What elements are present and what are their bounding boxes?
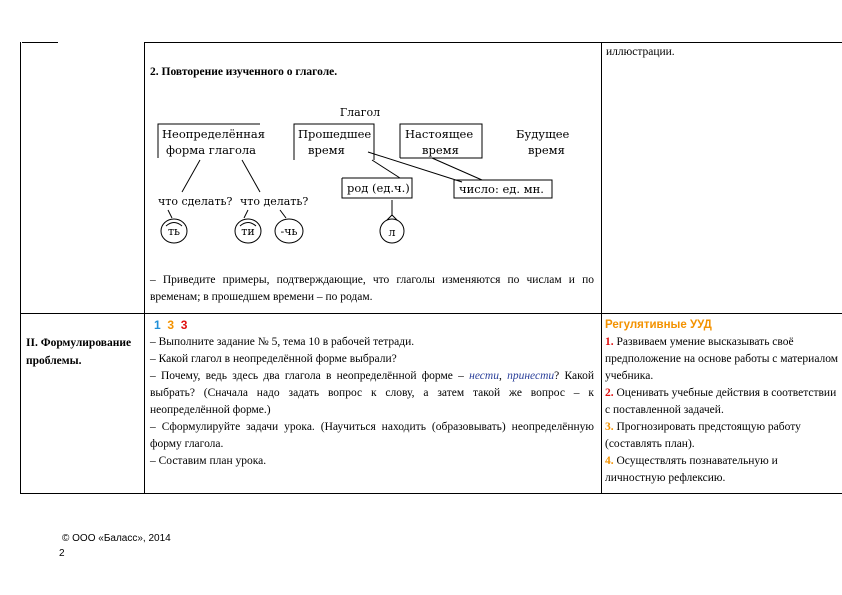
- uud-text-1: Развиваем умение высказывать своё предположение на основе работы с материалом учебника.: [605, 336, 839, 382]
- infinitive-line2: форма глагола: [166, 143, 257, 157]
- present-line2: время: [422, 143, 459, 157]
- stage-label: II. Формулирование проблемы.: [26, 337, 132, 367]
- table-top-border: [145, 42, 842, 43]
- past-line2: время: [308, 143, 345, 157]
- uud-num-4: 4.: [605, 455, 614, 467]
- number-1: 1: [154, 318, 161, 332]
- line-why-end: ? Какой выбрать? (Сначала надо задать вопрос к слову, а затем такой же вопрос – к неопределённой форме.): [150, 370, 595, 416]
- section-title: 2. Повторение изученного о глаголе.: [150, 66, 338, 78]
- past-line1: Прошедшее: [298, 127, 372, 141]
- suffix-ty: ть: [167, 225, 181, 238]
- table-top-border-left: [22, 42, 58, 43]
- uud-title: Регулятивные УУД: [605, 319, 712, 331]
- uud-text-2: Оценивать учебные действия в соответствии с поставленной задачей.: [605, 387, 837, 416]
- present-line1: Настоящее: [405, 127, 474, 141]
- uud-text-4: Осуществлять познавательную и личностную рефлексию.: [605, 455, 778, 484]
- future-line1: Будущее: [516, 127, 570, 141]
- row2-lines: [150, 334, 594, 470]
- question-1: что сделать?: [158, 195, 233, 208]
- verb-diagram: [150, 100, 590, 250]
- uud-block: [605, 317, 841, 487]
- page-number: 2: [59, 548, 65, 559]
- future-line2: время: [528, 143, 565, 157]
- gender-box-label: род (ед.ч.): [347, 181, 410, 195]
- uud-item-2: [605, 385, 841, 419]
- diagram-root: Глагол: [339, 106, 381, 119]
- suffix-ti: ти: [241, 225, 255, 238]
- line-why: – Почему, ведь здесь два глагола в неопределённой форме – нести, принести? Какой выбрать? (Сначала надо задать вопрос к слову, а затем такой же вопрос – к неопределённой форме.): [150, 370, 595, 416]
- col-divider-1: [20, 42, 21, 494]
- uud-item-1: [605, 334, 841, 385]
- row1-paragraph: – Приведите примеры, подтверждающие, что глаголы изменяются по числам и по временам; в прошедшем времени – по родам.: [150, 274, 594, 303]
- number-3: 3: [180, 318, 188, 332]
- task-numbers: [154, 317, 187, 334]
- line-why-start: – Почему, ведь здесь два глагола в неопределённой форме –: [150, 370, 464, 382]
- line-question-verb: – Какой глагол в неопределённой форме выбрали?: [150, 353, 397, 365]
- number-box-label: число: ед. мн.: [459, 182, 544, 196]
- uud-item-4: [605, 453, 841, 487]
- col-divider-3: [601, 42, 602, 494]
- line-goals: – Сформулируйте задачи урока. (Научиться находить (образовывать) неопределённую форму глагола.: [150, 421, 594, 450]
- uud-item-3: [605, 419, 841, 453]
- number-2: 3: [167, 318, 175, 332]
- word-nesti: нести: [469, 370, 499, 382]
- infinitive-line1: Неопределённая: [162, 127, 266, 141]
- question-2: что делать?: [240, 195, 309, 208]
- uud-text-3: Прогнозировать предстоящую работу (составлять план).: [605, 421, 801, 450]
- copyright: © ООО «Баласс», 2014: [62, 533, 171, 544]
- uud-num-2: 2.: [605, 387, 614, 399]
- uud-num-3: 3.: [605, 421, 614, 433]
- suffix-l: л: [388, 226, 396, 239]
- suffix-ch: -чь: [280, 225, 298, 238]
- word-prinesti: принести: [507, 370, 555, 382]
- line-task: – Выполните задание № 5, тема 10 в рабочей тетради.: [150, 336, 415, 348]
- uud-num-1: 1.: [605, 336, 614, 348]
- col-divider-2: [144, 42, 145, 494]
- line-plan: – Составим план урока.: [150, 455, 267, 467]
- illustrations-text: иллюстрации.: [606, 46, 675, 58]
